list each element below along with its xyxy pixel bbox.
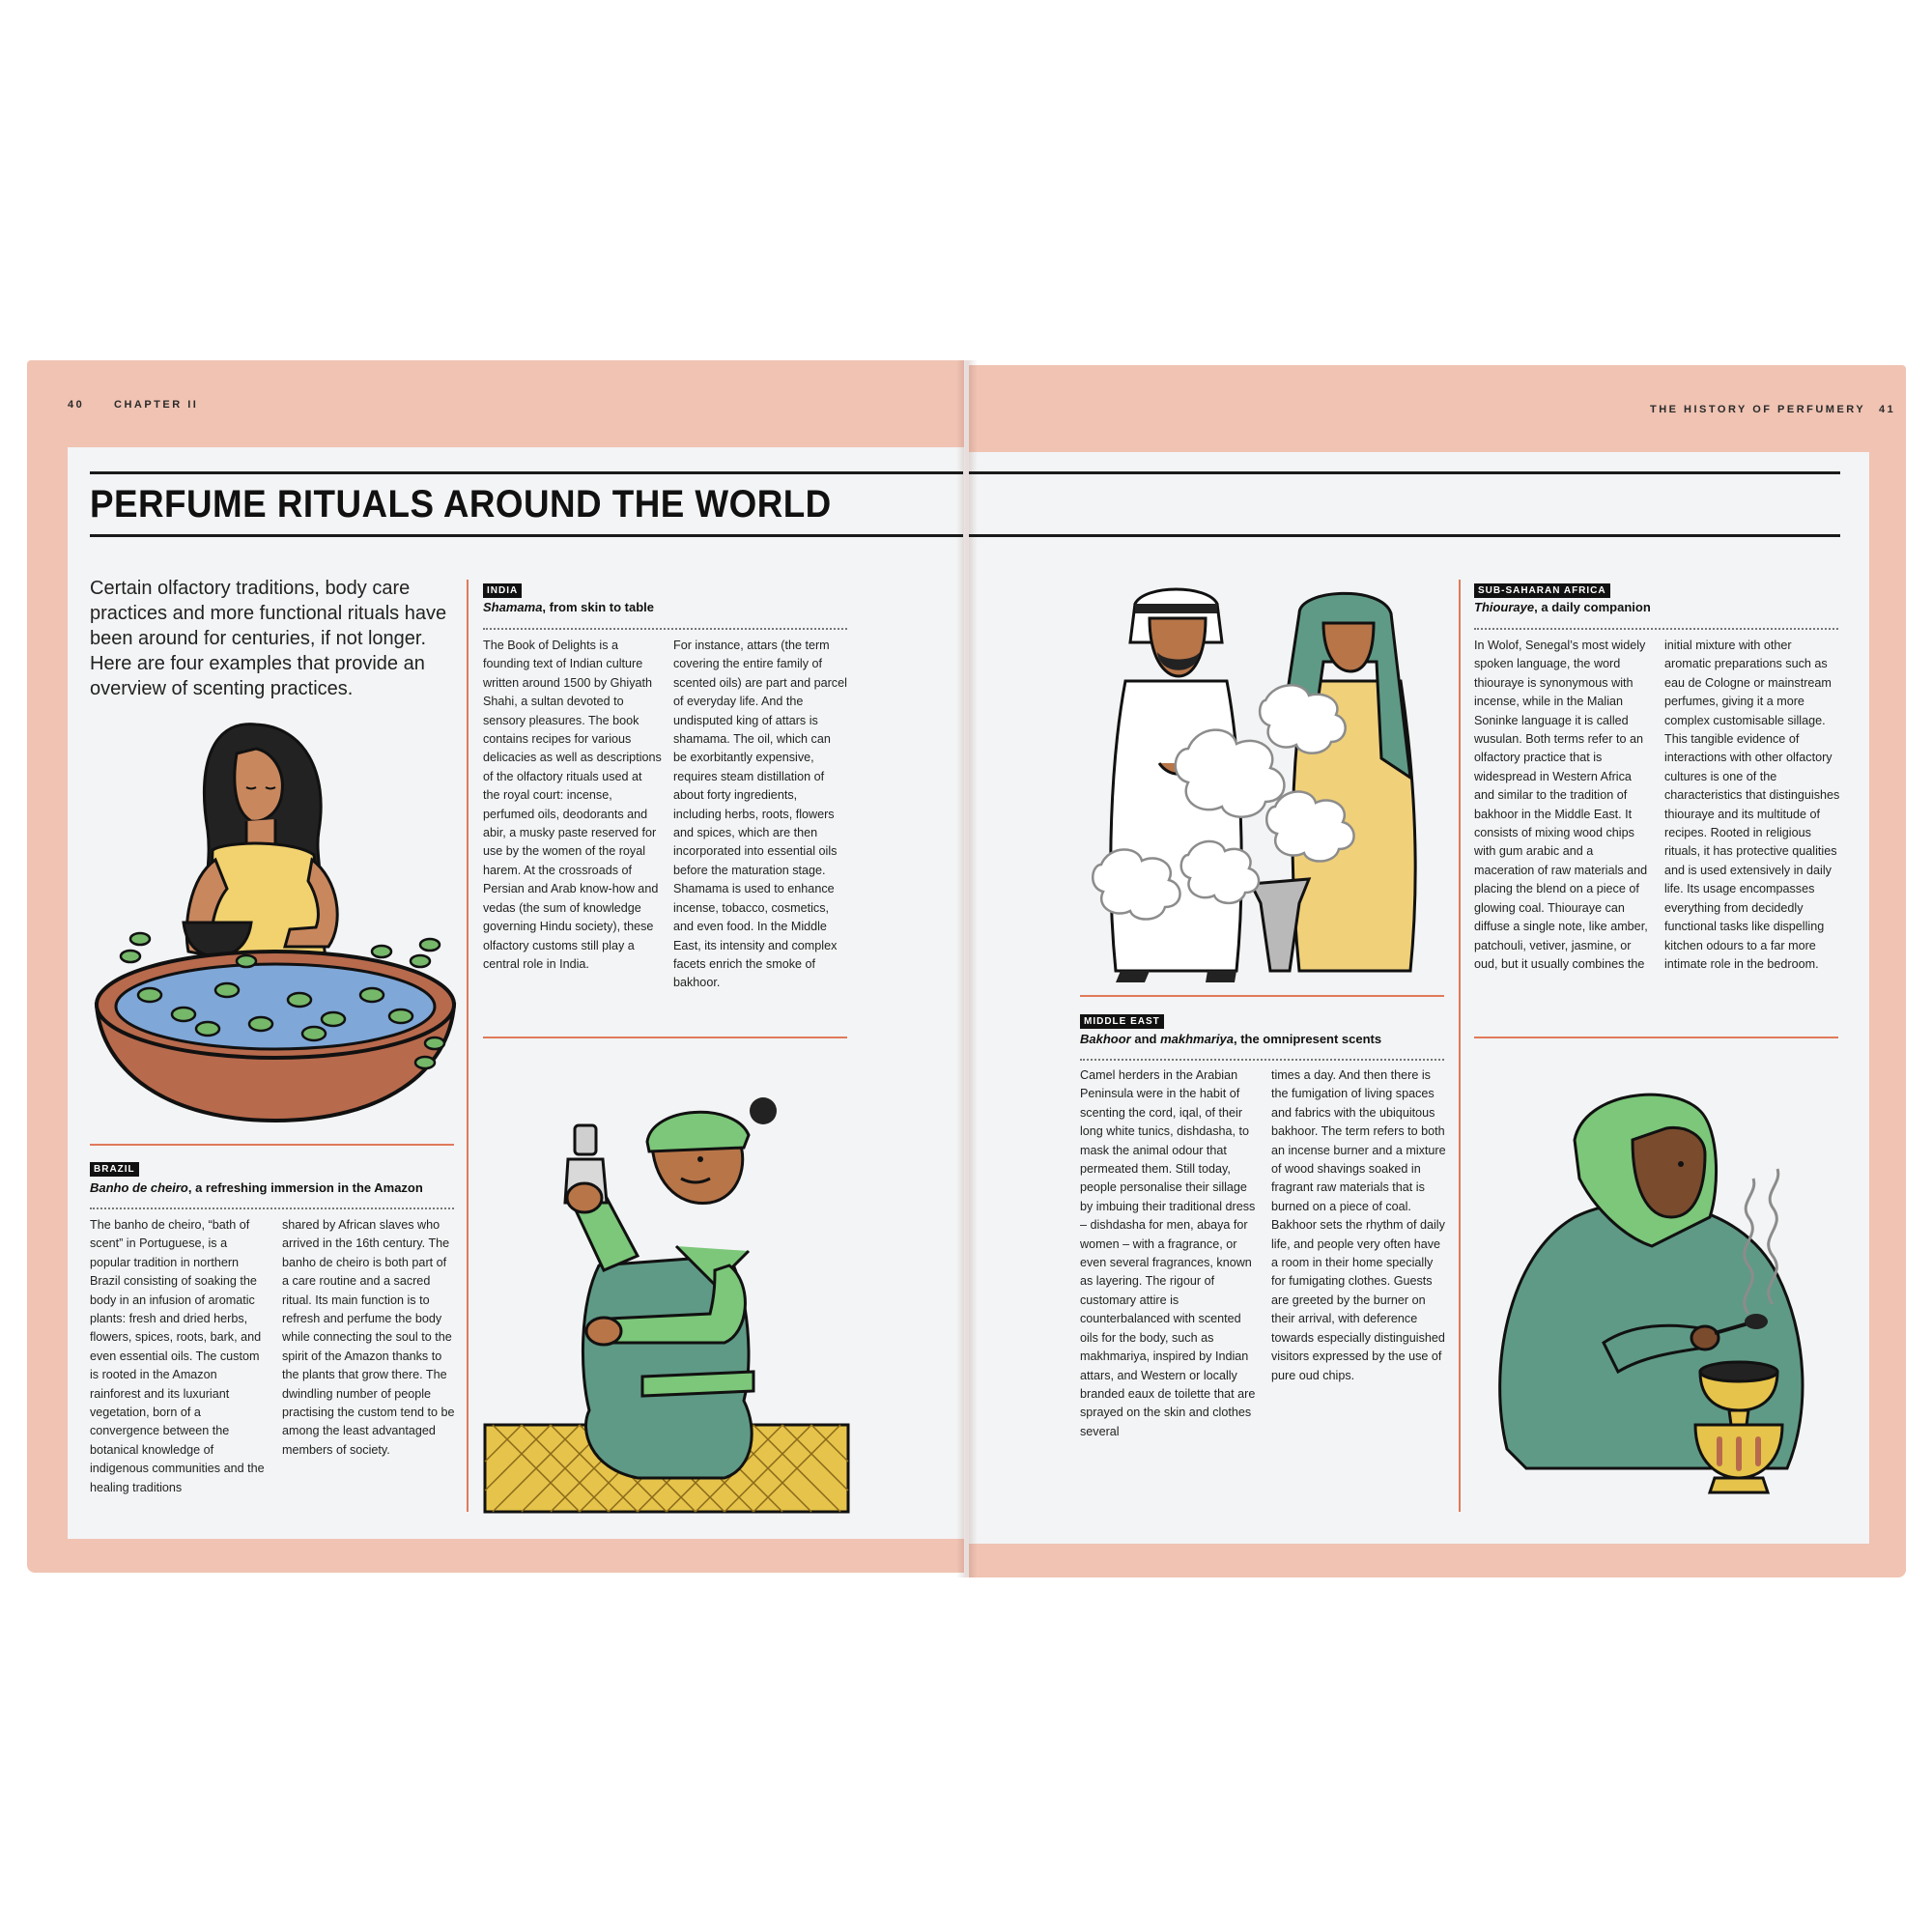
africa-text-col2: initial mixture with other aromatic preparations such as eau de Cologne or mainstream perfumes, giving it a more complex customisable sillage. This tangible evidence of interactions with other olfactory cultures is one of the characteristics that distinguishes thiouraye and its multitude of recipes. Rooted in religious rituals, it has protective qualities and is used extensively in daily life. Its usage encompasses everything from decidedly functional tasks like dispelling kitchen odours to a far more intimate role in the bedroom. — [1664, 639, 1840, 971]
column-divider-right — [1459, 580, 1461, 1512]
africa-section-end-rule — [1474, 1037, 1838, 1038]
right-running-title: THE HISTORY OF PERFUMERY — [1650, 404, 1866, 415]
middle-east-text-col1: Camel herders in the Arabian Peninsula were in the habit of scenting the cord, iqal, of their long white tunics, dishdasha, to mask the animal odour that permeated them. Still today, people personalise their sillage by imbuing their traditional dress – dishdasha for men, abaya for women – with a fragrance, or even several fragrances, known as layering. The rigour of customary attire is counterbalanced with scented oils for the body, such as makhmariya, inspired by Indian attars, and Western or locally branded eaux de toilette that are sprayed on the skin and clothes several — [1080, 1068, 1256, 1438]
left-page-number: 40 — [68, 399, 85, 411]
middle-east-subtitle: Bakhoor and makhmariya, the omnipresent scents — [1080, 1032, 1382, 1046]
india-section-end-rule — [483, 1037, 847, 1038]
middle-east-section-rule — [1080, 995, 1444, 997]
africa-dotted-rule — [1474, 628, 1838, 630]
brazil-dotted-rule — [90, 1208, 454, 1209]
brazil-text-col1: The banho de cheiro, “bath of scent” in Portuguese, is a popular tradition in northern Brazil consisting of soaking the body in an infusion of aromatic plants: fresh and dried herbs, flowers, spices, roots, bark, and even essential oils. The custom is rooted in the Amazon rainforest and its luxuriant vegetation, born of a convergence between the botanical knowledge of indigenous communities and the healing traditions — [90, 1218, 265, 1494]
column-divider-left — [467, 580, 469, 1512]
page-title: PERFUME RITUALS AROUND THE WORLD — [90, 483, 832, 526]
middle-east-tag: MIDDLE EAST — [1080, 1014, 1164, 1029]
india-dotted-rule — [483, 628, 847, 630]
brazil-subtitle: Banho de cheiro, a refreshing immersion in the Amazon — [90, 1180, 423, 1195]
middle-east-text-col2: times a day. And then there is the fumigation of living spaces and fabrics with the ubiquitous bakhoor. The term refers to both an incense burner and a mixture of wood shavings soaked in fragrant raw materials that is burned on a piece of coal. Bakhoor sets the rhythm of daily life, and people very often have a room in their home specially for fumigating clothes. Guests are greeted by the burner on their arrival, with deference towards especially distinguished visitors expressed by the use of pure oud chips. — [1271, 1068, 1446, 1382]
title-rule-bottom-left — [90, 534, 963, 537]
middle-east-dotted-rule — [1080, 1059, 1444, 1061]
left-chapter-label: CHAPTER II — [114, 399, 199, 411]
india-tag: INDIA — [483, 583, 522, 598]
india-text-col1: The Book of Delights is a founding text of Indian culture written around 1500 by Ghiyath Shahi, a sultan devoted to sensory pleasures. The book contains recipes for various delicacies as well as descriptions of the olfactory rituals used at the royal court: incense, perfumed oils, deodorants and abir, a musky paste reserved for use by the women of the royal harem. At the crossroads of Persian and Arab know-how and vedas (the sum of knowledge governing Hindu society), these olfactory customs still play a central role in India. — [483, 639, 662, 971]
india-text-col2: For instance, attars (the term covering the entire family of scented oils) are part and parcel of everyday life. And the undisputed king of attars is shamama. The oil, which can be exorbitantly expensive, requires steam distillation of about forty ingredients, including herbs, roots, flowers and spices, which are then incorporated into essential oils before the maturation stage. Shamama is used to enhance incense, tobacco, cosmetics, and even food. In the Middle East, its intensity and complex facets enrich the smoke of bakhoor. — [673, 639, 847, 990]
africa-text-col1: In Wolof, Senegal’s most widely spoken language, the word thiouraye is synonymous with incense, while in the Malian Soninke language it is called wusulan. Both terms refer to an olfactory practice that is widespread in Western Africa and similar to the tradition of bakhoor in the Middle East. It consists of mixing wood chips with gum arabic and a maceration of raw materials and placing the blend on a piece of glowing coal. Thiouraye can diffuse a single note, like amber, patchouli, vetiver, jasmine, or oud, but it usually combines the — [1474, 639, 1648, 971]
right-page-number: 41 — [1879, 404, 1896, 415]
title-rule-top-left — [90, 471, 963, 474]
kneeling-man-with-attar-bottle-illustration — [483, 1082, 850, 1517]
brazil-section-rule — [90, 1144, 454, 1146]
africa-subtitle: Thiouraye, a daily companion — [1474, 600, 1651, 614]
woman-with-herb-bowl-illustration — [92, 715, 459, 1130]
title-rule-bottom-right — [969, 534, 1840, 537]
intro-paragraph: Certain olfactory traditions, body care practices and more functional rituals have been around for centuries, if not longer. Here are four examples that provide an overview of scenting practices. — [90, 578, 447, 699]
brazil-tag: BRAZIL — [90, 1162, 139, 1177]
woman-with-incense-burner-illustration — [1488, 1082, 1835, 1507]
brazil-text-col2: shared by African slaves who arrived in the 16th century. The banho de cheiro is both part of a care routine and a sacred ritual. Its main function is to refresh and perfume the body while connecting the soul to the spirit of the Amazon thanks to the plants that grow there. The dwindling number of people practising the custom tend to be among the least advantaged members of society. — [282, 1218, 455, 1457]
title-rule-top-right — [969, 471, 1840, 474]
page-gutter — [956, 360, 978, 1577]
india-subtitle: Shamama, from skin to table — [483, 600, 654, 614]
couple-with-incense-smoke-illustration — [1092, 584, 1439, 990]
africa-tag: SUB-SAHARAN AFRICA — [1474, 583, 1610, 598]
